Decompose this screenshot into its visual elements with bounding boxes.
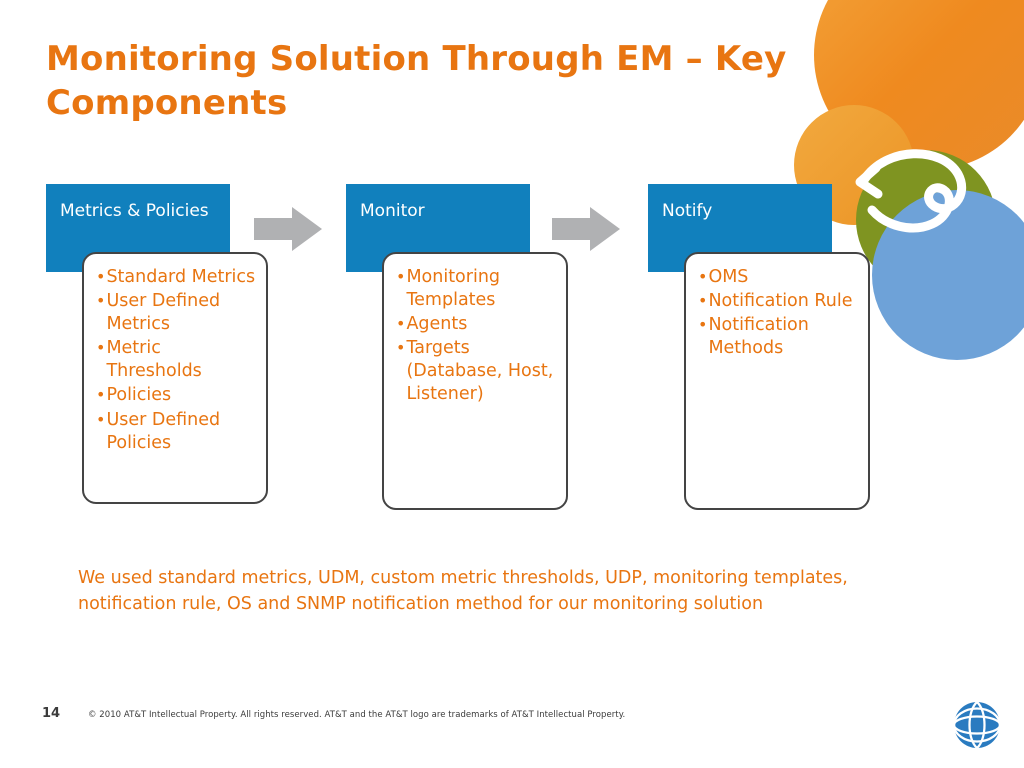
bullet-dot-icon: •	[96, 338, 106, 358]
list-item-label: User Defined Policies	[106, 409, 221, 453]
stage-body-1	[82, 252, 268, 504]
bullet-dot-icon: •	[396, 338, 406, 358]
list-item-label: User Defined Metrics	[106, 291, 221, 335]
orange-circle-large	[814, 0, 1024, 170]
list-item-label: Notification Rule	[708, 291, 853, 312]
bullet-dot-icon: •	[96, 385, 106, 405]
bullet-dot-icon: •	[698, 267, 708, 286]
bullet-dot-icon: •	[698, 315, 708, 335]
stage-header-2: Monitor	[346, 184, 530, 272]
list-item-label: Monitoring Templates	[406, 267, 501, 311]
list-item	[396, 266, 556, 312]
flow-diagram	[46, 184, 886, 524]
list-item	[96, 384, 256, 407]
stage-body-2	[382, 252, 568, 510]
list-item-label: Policies	[106, 385, 172, 406]
list-item-label: Agents	[406, 314, 468, 335]
list-item-label: Standard Metrics	[106, 267, 256, 287]
stage-metrics-and-policies	[46, 184, 256, 453]
list-item	[698, 314, 858, 360]
list-item	[698, 266, 858, 289]
list-item-label: Targets (Database, Host, Listener)	[406, 338, 554, 405]
summary-text: We used standard metrics, UDM, custom metric thresholds, UDP, monitoring templates, notification rule, OS and SNMP notification method for our monitoring solution	[78, 568, 848, 614]
stage-monitor	[346, 184, 554, 405]
bullet-dot-icon: •	[396, 314, 406, 334]
list-item-label: Metric Thresholds	[106, 338, 202, 382]
page-title: Monitoring Solution Through EM – Key Components	[46, 39, 787, 123]
arrow-right-icon	[552, 206, 622, 252]
bullet-dot-icon: •	[96, 291, 106, 311]
list-item	[96, 409, 256, 455]
arrow-right-icon	[254, 206, 324, 252]
att-globe-logo	[952, 700, 1002, 750]
blue-circle	[872, 190, 1024, 360]
list-item	[96, 337, 256, 383]
bullet-dot-icon: •	[96, 267, 106, 286]
stage-header-3: Notify	[648, 184, 832, 272]
stage-notify	[648, 184, 853, 359]
list-item	[396, 313, 556, 336]
list-item	[396, 337, 556, 406]
stage-body-3	[684, 252, 870, 510]
bullet-dot-icon: •	[396, 267, 406, 286]
bullet-dot-icon: •	[96, 409, 106, 429]
copyright-notice: © 2010 AT&T Intellectual Property. All rights reserved. AT&T and the AT&T logo are trademarks of AT&T Intellectual Property.	[88, 710, 626, 720]
stage-header-1: Metrics & Policies	[46, 184, 230, 272]
list-item-label: OMS	[708, 267, 749, 287]
list-item	[96, 266, 256, 289]
list-item	[698, 290, 858, 313]
list-item-label: Notification Methods	[708, 315, 809, 359]
bullet-dot-icon: •	[698, 291, 708, 311]
list-item	[96, 290, 256, 336]
page-number: 14	[42, 706, 61, 721]
